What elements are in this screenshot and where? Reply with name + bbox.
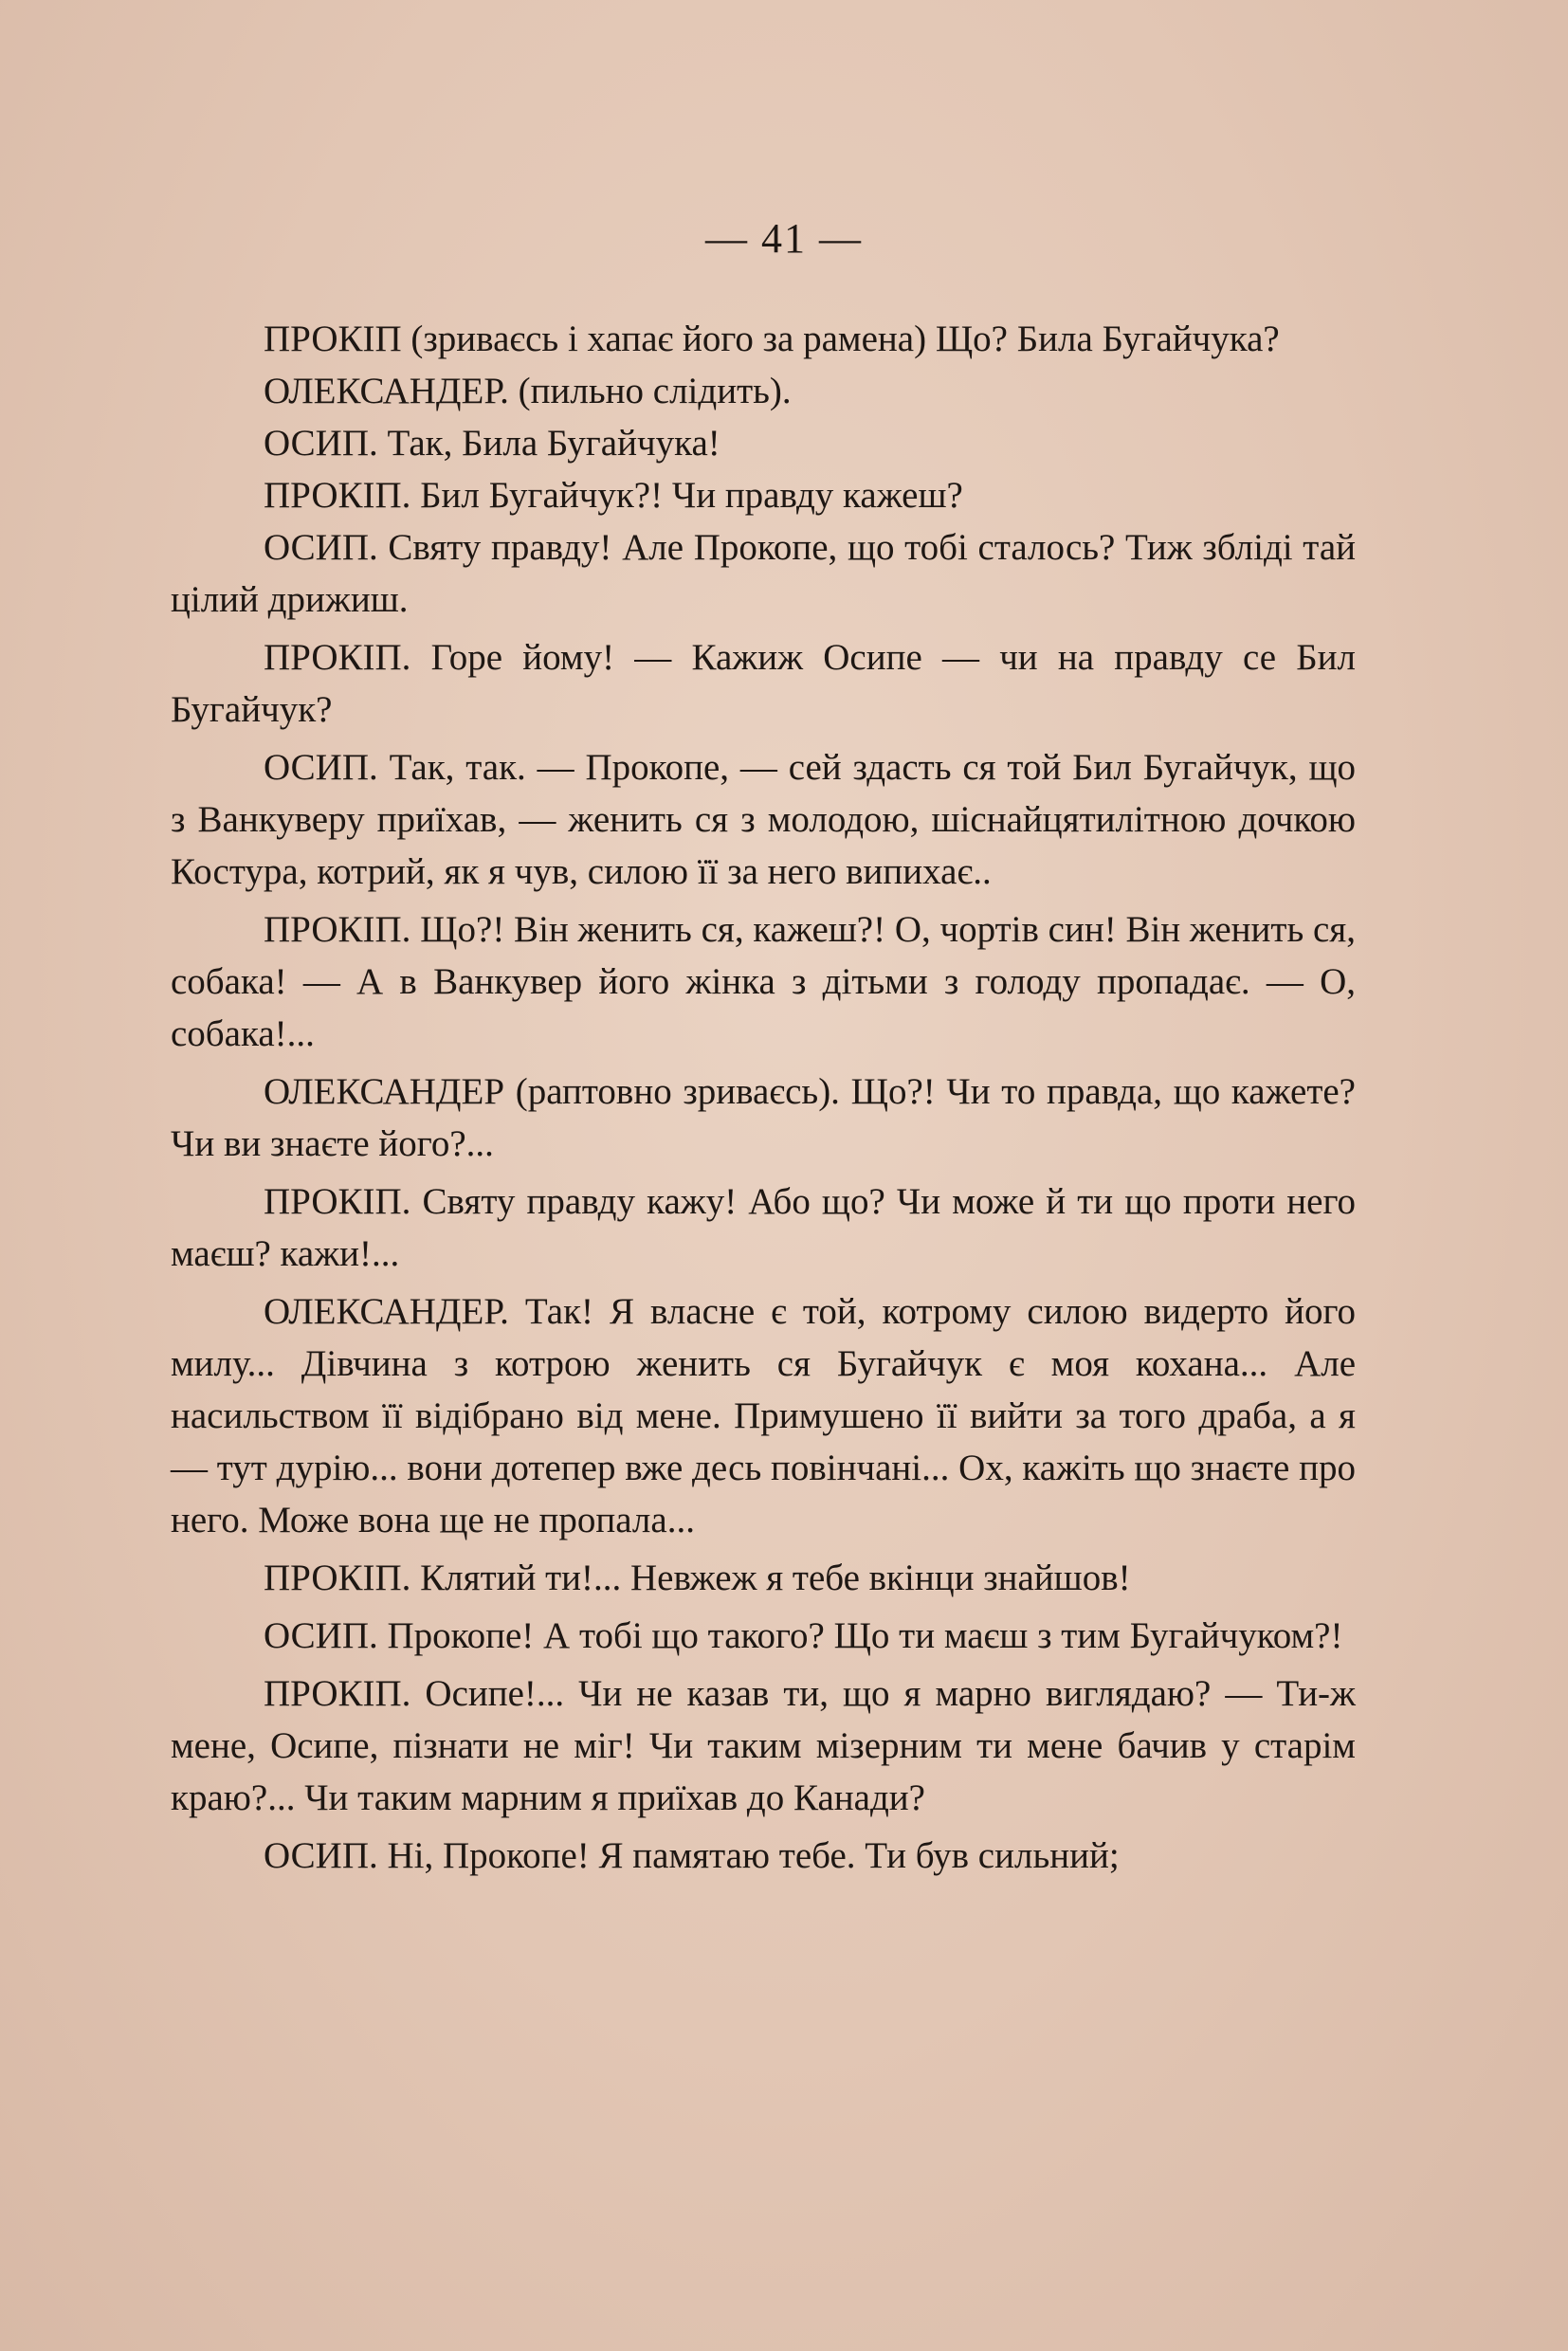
- paragraph: ОСИП. Так, так. — Прокопе, — сей здасть ся той Бил Бугайчук, що з Ванкуверу приїхав, — женить ся з молодою, шіснайцятилітною дочкою Костура, котрий, як я чув, силою її за него випихає..: [171, 747, 1356, 892]
- paragraph: ОСИП. Святу правду! Але Прокопе, що тобі сталось? Тиж збліді тай цілий дрижиш.: [171, 527, 1356, 620]
- paragraph: ОЛЕКСАНДЕР. (пильно слідить).: [264, 371, 792, 411]
- paragraph: ОЛЕКСАНДЕР. Так! Я власне є той, котрому силою видерто його милу... Дівчина з котрою женить ся Бугайчук є моя кохана... Але насильством її відібрано від мене. Примушено її вийти за того драба, а я — тут дурію... вони дотепер вже десь повінчані... Ох, кажіть що знаєте про него. Може вона ще не пропала...: [171, 1291, 1356, 1540]
- paragraph: ПРОКІП. Осипе!... Чи не казав ти, що я марно виглядаю? — Ти-ж мене, Осипе, пізнати не міг! Чи таким мізерним ти мене бачив у старім краю?... Чи таким марним я приїхав до Канади?: [171, 1673, 1356, 1818]
- paragraph: ОЛЕКСАНДЕР (раптовно зриваєсь). Що?! Чи то правда, що кажете? Чи ви знаєте його?...: [171, 1071, 1356, 1164]
- paragraph: ОСИП. Так, Била Бугайчука!: [264, 423, 720, 464]
- paragraph: ПРОКІП. Горе йому! — Кажиж Осипе — чи на правду се Бил Бугайчук?: [171, 637, 1356, 730]
- paragraph: ПРОКІП. Що?! Він женить ся, кажеш?! О, чортів син! Він женить ся, собака! — А в Ванкувер його жінка з дітьми з голоду пропадає. — О, собака!...: [171, 909, 1356, 1054]
- text-body: [171, 313, 1356, 1882]
- paragraph: ПРОКІП. Бил Бугайчук?! Чи правду кажеш?: [264, 475, 963, 516]
- paragraph: ОСИП. Ні, Прокопе! Я памятаю тебе. Ти був сильний;: [264, 1835, 1120, 1876]
- page-number: — 41 —: [705, 215, 863, 262]
- paragraph: ПРОКІП. Клятий ти!... Невжеж я тебе вкінци знайшов!: [264, 1558, 1131, 1598]
- paragraph: ОСИП. Прокопе! А тобі що такого? Що ти маєш з тим Бугайчуком?!: [264, 1615, 1343, 1656]
- paragraph: ПРОКІП (зриваєсь і хапає його за рамена) Що? Била Бугайчука?: [264, 319, 1280, 359]
- paragraph: ПРОКІП. Святу правду кажу! Або що? Чи може й ти що проти него маєш? кажи!...: [171, 1181, 1356, 1274]
